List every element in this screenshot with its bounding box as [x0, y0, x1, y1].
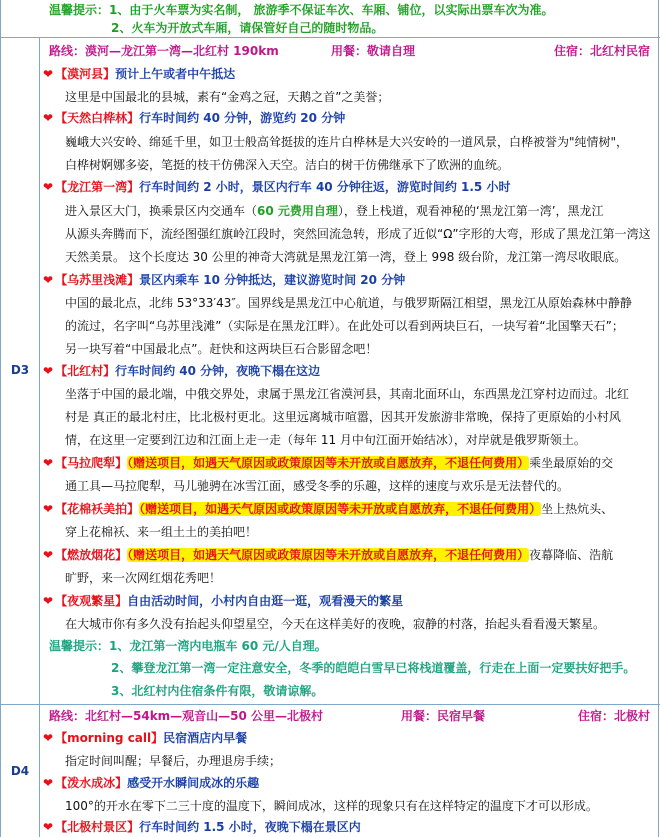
meal-text: 用餐：敬请自理 [331, 44, 416, 58]
item-desc: 行车时间约 1.5 小时，夜晚下榻在景区内 [139, 820, 361, 834]
item-body: 进入景区大门，换乘景区内交通车（60 元费用自理），登上栈道，观看神秘的‘黑龙江第一湾’，黑龙江 [65, 204, 604, 218]
item-body: 中国的最北点，北纬 53°33′43″。国界线是黑龙江中心航道，与俄罗斯隔江相望，黑龙江从原始森林中静静 [65, 296, 632, 310]
route-header-d3 [49, 41, 650, 61]
item-title: 【北极村景区】 [55, 820, 140, 834]
notice-line-1 [49, 0, 652, 20]
fee-note: 60 元费用自理 [257, 204, 338, 218]
item-morning-call [43, 728, 652, 748]
item-title: 【乌苏里浅滩】 [55, 273, 140, 287]
item-title: 【花棉袄美拍】 [55, 502, 140, 516]
item-desc: 行车时间约 40 分钟，夜晚下榻在这边 [115, 364, 321, 378]
item-body: 坐落于中国的最北端，中俄交界处，隶属于黑龙江省漠河县，其南北面环山，东西黑龙江穿村边而过。北红 [65, 387, 630, 401]
notice-text: 2、火车为开放式车厢，请保管好自己的随时物品。 [111, 21, 384, 35]
item-body: 通工具—马拉爬犁，马儿驰骋在冰雪江面，感受冬季的乐趣，这样的速度与欢乐是无法替代的。 [65, 479, 570, 493]
item-body: 巍峨大兴安岭、绵延千里，如卫士般高耸挺拔的连片白桦林是大兴安岭的一道风景，白桦被誉为"纯情树"， [65, 135, 629, 149]
item-birch [43, 108, 652, 128]
item-desc: 预计上午或者中午抵达 [115, 67, 236, 81]
stay-text: 住宿：北极村 [577, 709, 650, 723]
heart-icon: ❤ [43, 273, 54, 287]
notice-line-2 [111, 18, 652, 38]
item-desc: 感受开水瞬间成冰的乐趣 [127, 776, 260, 790]
item-arctic-village [43, 817, 652, 837]
item-bay [43, 177, 652, 197]
item-body: 村是 真正的最北村庄，比北极村更北。这里远离城市喧嚣，因其开发旅游非常晚，保持了更原始的小村风 [65, 410, 621, 424]
item-stars [43, 591, 652, 611]
item-body: 另一块写着“中国最北点”。赶快和这两块巨石合影留念吧！ [65, 342, 378, 356]
item-title: 【龙江第一湾】 [55, 180, 140, 194]
gift-note: （赠送项目，如遇天气原因或政策原因等未开放或自愿放弃，不退任何费用） [139, 502, 542, 516]
day-label-d3: D3 [10, 363, 30, 377]
tip-line-2 [111, 658, 652, 678]
item-cotton: ❤ 【花棉袄美拍】（赠送项目，如遇天气原因或政策原因等未开放或自愿放弃，不退任何费用）坐上热炕头、 [43, 502, 614, 516]
tip-line-3 [111, 681, 652, 701]
item-title: 【漠河县】 [55, 67, 116, 81]
heart-icon: ❤ [43, 180, 54, 194]
item-body: 穿上花棉袄、来一组土土的美拍吧！ [65, 525, 258, 539]
item-body: 旷野，来一次网红烟花秀吧！ [65, 571, 222, 585]
item-body: 天然美景。 这个长度达 30 公里的神奇大湾就是黑龙江第一湾，登上 998 级台阶，龙江第一湾尽收眼底。 [65, 250, 627, 264]
route-text: 路线：北红村—54km—观音山—50 公里—北极村 [49, 709, 324, 723]
item-body: 指定时间叫醒；早餐后，办理退房手续； [65, 754, 282, 768]
item-desc: 行车时间约 40 分钟，游览约 20 分钟 [139, 111, 346, 125]
gift-note: （赠送项目，如遇天气原因或政策原因等未开放或自愿放弃，不退任何费用） [127, 548, 530, 562]
tip-line-1 [49, 636, 652, 656]
notice-text: 温馨提示：1、由于火车票为实名制， 旅游季不保证车次、车厢、铺位，以实际出票车次为准。 [49, 3, 554, 17]
item-fireworks: ❤ 【燃放烟花】（赠送项目，如遇天气原因或政策原因等未开放或自愿放弃，不退任何费用）夜幕降临、浩航 [43, 548, 614, 562]
stay-text: 住宿：北红村民宿 [553, 44, 650, 58]
item-title: 【北红村】 [55, 364, 116, 378]
item-title: 【马拉爬犁】 [55, 456, 128, 470]
item-body: 情，在这里一定要到江边和江面上走一走（每年 11 月中旬江面开始结冰），对岸就是俄罗斯领土。 [65, 433, 586, 447]
heart-icon: ❤ [43, 111, 54, 125]
item-title: 【泼水成冰】 [55, 776, 128, 790]
item-mohe [43, 64, 652, 84]
item-body: 100°的开水在零下二三十度的温度下，瞬间成冰，这样的现象只有在这样特定的温度下才可以形成。 [65, 799, 598, 813]
item-desc: 自由活动时间，小村内自由逛一逛，观看漫天的繁星 [127, 594, 404, 608]
tip-text: 2、攀登龙江第一湾一定注意安全，冬季的皑皑白雪早已将栈道覆盖，行走在上面一定要扶好把手。 [111, 661, 636, 675]
heart-icon: ❤ [43, 548, 54, 562]
route-text: 路线：漠河—龙江第一湾—北红村 190km [49, 44, 279, 58]
item-body: 这里是中国最北的县城，素有“金鸡之冠，天鹅之首”之美誉； [65, 90, 390, 104]
heart-icon: ❤ [43, 456, 54, 470]
gift-note: （赠送项目，如遇天气原因或政策原因等未开放或自愿放弃，不退任何费用） [127, 456, 530, 470]
heart-icon: ❤ [43, 364, 54, 378]
day-label-d4: D4 [10, 764, 30, 778]
column-divider [39, 37, 40, 837]
item-water-ice [43, 773, 652, 793]
row-divider [1, 704, 660, 705]
heart-icon: ❤ [43, 67, 54, 81]
meal-text: 用餐：民宿早餐 [401, 709, 486, 723]
item-desc: 行车时间约 2 小时，景区内行车 40 分钟往返，游览时间约 1.5 小时 [139, 180, 511, 194]
item-desc: 景区内乘车 10 分钟抵达，建议游览时间 20 分钟 [139, 273, 406, 287]
tip-text: 温馨提示：1、龙江第一湾内电瓶车 60 元/人自理。 [49, 639, 327, 653]
heart-icon: ❤ [43, 776, 54, 790]
heart-icon: ❤ [43, 594, 54, 608]
item-body: 在大城市你有多久没有抬起头仰望星空，今天在这样美好的夜晚，寂静的村落，抬起头看看漫天繁星。 [65, 617, 606, 631]
tip-text: 3、北红村内住宿条件有限，敬请谅解。 [111, 684, 324, 698]
item-title: 【燃放烟花】 [55, 548, 128, 562]
item-title: 【夜观繁星】 [55, 594, 128, 608]
item-body: 白桦树婀娜多姿，笔挺的枝干仿佛深入天空。洁白的树干仿佛继承下了欧洲的血统。 [65, 158, 510, 172]
item-title: 【morning call】 [55, 731, 164, 745]
item-title: 【天然白桦林】 [55, 111, 140, 125]
item-sled: ❤ 【马拉爬犁】（赠送项目，如遇天气原因或政策原因等未开放或自愿放弃，不退任何费用）乘坐最原始的交 [43, 456, 614, 470]
heart-icon: ❤ [43, 502, 54, 516]
item-body: 从源头奔腾而下，流经图强红旗岭江段时，突然回流急转，形成了近似“Ω”字形的大弯，形成了黑龙江第一湾这 [65, 227, 651, 241]
route-header-d4 [49, 706, 650, 726]
item-body: 的流过，名字叫“乌苏里浅滩”（实际是在黑龙江畔）。在此处可以看到两块巨石，一块写着“北国擎天石”； [65, 319, 624, 333]
item-desc: 民宿酒店内早餐 [163, 731, 248, 745]
heart-icon: ❤ [43, 820, 54, 834]
item-wusu [43, 270, 652, 290]
heart-icon: ❤ [43, 731, 54, 745]
item-beihong [43, 361, 652, 381]
